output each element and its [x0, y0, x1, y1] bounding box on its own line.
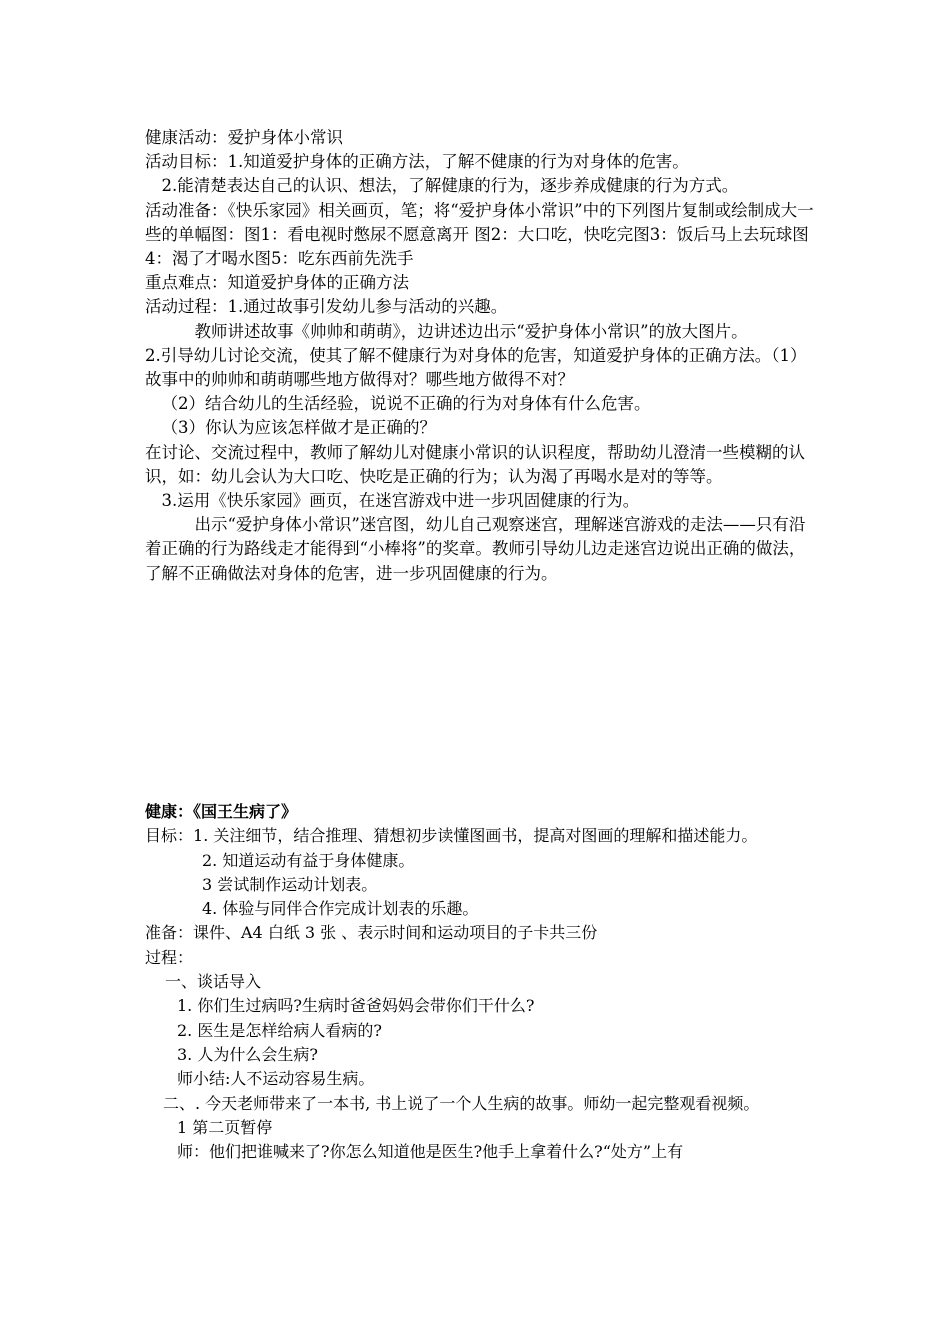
- lesson1-process-1: 活动过程：1.通过故事引发幼儿参与活动的兴趣。: [145, 297, 508, 317]
- lesson2-question-1: 1. 你们生过病吗?生病时爸爸妈妈会带你们干什么?: [177, 996, 535, 1016]
- lesson1-preparation: 活动准备：《快乐家园》相关画页，笔；将“爱护身体小常识”中的下列图片复制或绘制成大一些的单幅图：图1：看电视时憋尿不愿意离开 图2：大口吃，快吃完图3：饭后马上去玩球图4：渴了才喝水图5：吃东西前先洗手: [145, 200, 814, 269]
- lesson1-question-2: （2）结合幼儿的生活经验，说说不正确的行为对身体有什么危害。: [161, 394, 651, 414]
- lesson2-goal-1: [145, 824, 815, 848]
- lesson2-process-label: 过程：: [145, 947, 194, 967]
- lesson1-key-points: 重点难点：知道爱护身体的正确方法: [145, 273, 409, 293]
- lesson2-goal-4: 4. 体验与同伴合作完成计划表的乐趣。: [202, 899, 479, 919]
- lesson1-story: 教师讲述故事《帅帅和萌萌》，边讲述边出示“爱护身体小常识”的放大图片。: [194, 321, 748, 341]
- lesson2-preparation: 准备：课件、A4 白纸 3 张 、表示时间和运动项目的子卡共三份: [145, 923, 598, 943]
- lesson-king-is-sick: [145, 800, 815, 1164]
- lesson1-goal-2: 2.能清楚表达自己的认识、想法，了解健康的行为，逐步养成健康的行为方式。: [161, 176, 739, 196]
- lesson2-goal-2: 2. 知道运动有益于身体健康。: [202, 850, 415, 870]
- lesson1-goal-1: 活动目标：1.知道爱护身体的正确方法，了解不健康的行为对身体的危害。: [145, 152, 689, 172]
- lesson2-summary: 师小结:人不运动容易生病。: [177, 1069, 375, 1089]
- lesson2-goal-label: 目标：: [145, 826, 194, 846]
- lesson2-title: 健康：《国王生病了》: [145, 802, 298, 821]
- lesson2-goal-3: 3 尝试制作运动计划表。: [202, 874, 378, 894]
- lesson2-question-2: 2. 医生是怎样给病人看病的?: [177, 1020, 382, 1040]
- lesson2-question-3: 3. 人为什么会生病?: [177, 1044, 318, 1064]
- lesson1-discussion: 在讨论、交流过程中，教师了解幼儿对健康小常识的认识程度，帮助幼儿澄清一些模糊的认识，如：幼儿会认为大口吃、快吃是正确的行为；认为渴了再喝水是对的等等。: [145, 442, 805, 486]
- lesson1-title: 健康活动：爱护身体小常识: [145, 128, 343, 147]
- lesson2-page-2: 1 第二页暂停: [177, 1117, 273, 1137]
- lesson1-process-2: 2.引导幼儿讨论交流，使其了解不健康行为对身体的危害，知道爱护身体的正确方法。（1）故事中的帅帅和萌萌哪些地方做得对？哪些地方做得不对？: [145, 345, 807, 390]
- lesson2-step-1: 一、谈话导入: [165, 972, 262, 992]
- lesson2-teacher-question: 师：他们把谁喊来了?你怎么知道他是医生?他手上拿着什么?“处方”上有: [177, 1142, 684, 1162]
- lesson1-process-3: 3.运用《快乐家园》画页，在迷宫游戏中进一步巩固健康的行为。: [161, 491, 640, 511]
- lesson1-maze: 出示“爱护身体小常识”迷宫图，幼儿自己观察迷宫，理解迷宫游戏的走法——只有沿着正确的行为路线走才能得到“小棒将”的奖章。教师引导幼儿边走迷宫边说出正确的做法，了解不正确做法对身体的危害，进一步巩固健康的行为。: [145, 515, 806, 583]
- lesson2-goal-1-text: 1. 关注细节，结合推理、猜想初步读懂图画书，提高对图画的理解和描述能力。: [193, 826, 758, 846]
- lesson2-step-2: 二、. 今天老师带来了一本书, 书上说了一个人生病的故事。师幼一起完整观看视频。: [163, 1093, 760, 1113]
- lesson1-question-3: （3）你认为应该怎样做才是正确的？: [161, 418, 436, 438]
- lesson-health-common-sense: [145, 126, 815, 586]
